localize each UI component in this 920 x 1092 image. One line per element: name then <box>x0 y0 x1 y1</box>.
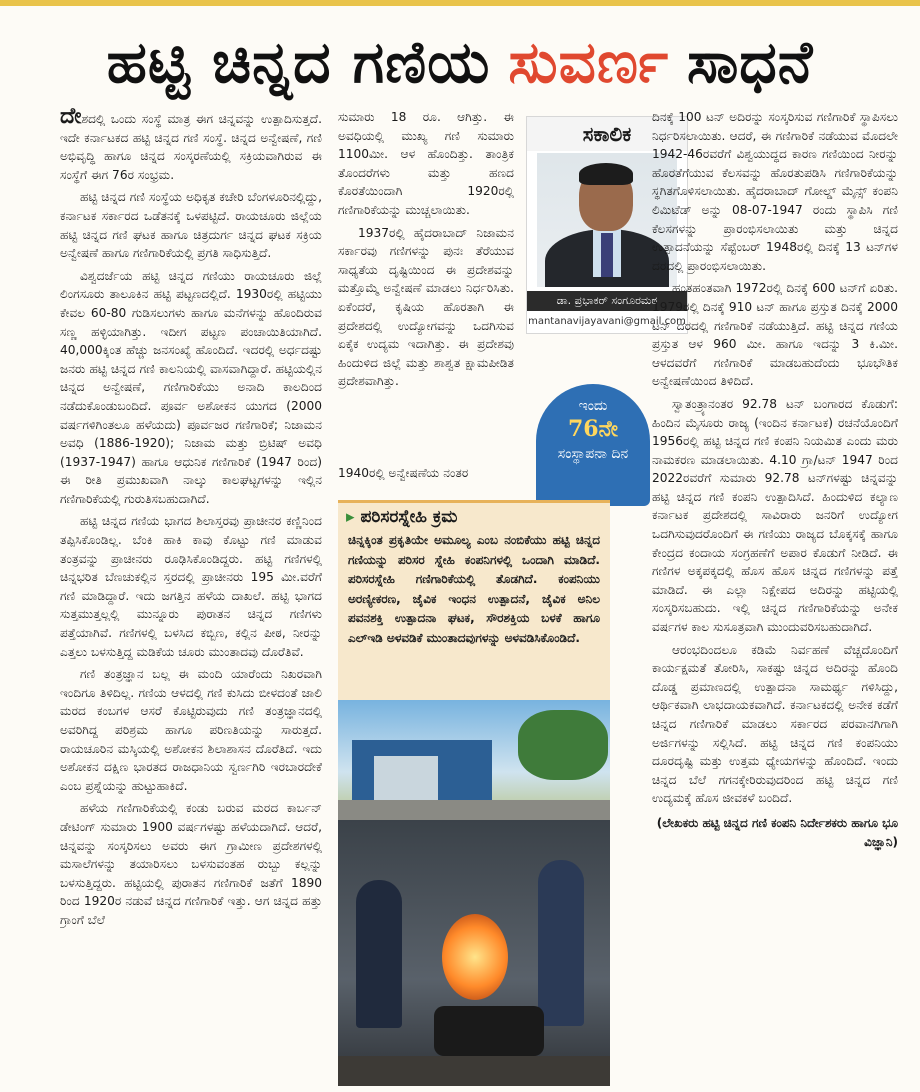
arrow-icon: ▸ <box>346 507 355 527</box>
badge-line-3: ಸಂಸ್ಥಾಪನಾ ದಿನ <box>557 446 629 462</box>
badge-line-1: ಇಂದು <box>578 398 608 414</box>
drop-cap: ದೇ <box>60 108 82 129</box>
paragraph: ಆರಂಭದಿಂದಲೂ ಕಡಿಮೆ ನಿರ್ವಹಣೆ ವೆಚ್ಚದೊಂದಿಗೆ ಕಾರ್ಯಕ್ಷಮತೆ ತೋರಿಸಿ, ಸಾಕಷ್ಟು ಚಿನ್ನದ ಅದಿರನ್ನು ಹೊಂದಿ ದೊಡ್ಡ ಪ್ರಮಾಣದಲ್ಲಿ ಉತ್ಪಾದನಾ ಸಾಮರ್ಥ್ಯ ಗಳಿಸಿದ್ದು, ಆರ್ಥಿಕವಾಗಿ ಲಾಭದಾಯಕವಾಗಿದೆ. ಕರ್ನಾಟಕದಲ್ಲಿ ಅನೇಕ ಕಡೆಗೆ ಚಿನ್ನದ ಗಣಿಗಾರಿಕೆ ಮಾಡಲು ಸರ್ಕಾರದ ಪರವಾನಗಿಗಾಗಿ ಅರ್ಜಿಗಳನ್ನು ಸಲ್ಲಿಸಿದೆ. ಹಟ್ಟಿ ಚಿನ್ನದ ಗಣಿ ಕಂಪನಿಯು ದೂರದೃಷ್ಟಿ ಮತ್ತು ಉತ್ತಮ ಧ್ಯೇಯಗಳನ್ನು ಹೊಂದಿದೆ. ಇಂದು ಚಿನ್ನದ ಬೆಲೆ ಗಗನಕ್ಕೇರಿರುವುದರಿಂದ ಹಟ್ಟಿ ಚಿನ್ನದ ಗಣಿ ಉದ್ಯಮಕ್ಕೆ ಹೊಸ ಜೀವಕಳೆ ಬಂದಿದೆ. <box>652 642 898 806</box>
gold-pouring-photo <box>338 820 610 1086</box>
eco-box-body: ಚಿನ್ನಕ್ಕಿಂತ ಪ್ರಕೃತಿಯೇ ಅಮೂಲ್ಯ ಎಂಬ ನಂಬಿಕೆಯು ಹಟ್ಟಿ ಚಿನ್ನದ ಗಣಿಯನ್ನು ಪರಿಸರ ಸ್ನೇಹಿ ಕಂಪನಿಗಳಲ್ಲಿ ಒಂದಾಗಿ ಮಾಡಿದೆ. ಪರಿಸರಸ್ನೇಹಿ ಗಣಿಗಾರಿಕೆಯಲ್ಲಿ ತೊಡಗಿದೆ. ಕಂಪನಿಯು ಅರಣ್ಯೀಕರಣ, ಜೈವಿಕ ಇಂಧನ ಉತ್ಪಾದನೆ, ಜೈವಿಕ ಅನಿಲ ಪವನಶಕ್ತಿ ಉತ್ಪಾದನಾ ಘಟಕ, ಸೌರಶಕ್ತಿಯ ಬಳಕೆ ಹಾಗೂ ಎಲ್‌ಇಡಿ ಅಳವಡಿಕೆ ಮುಂತಾದವುಗಳನ್ನು ಅಳವಡಿಸಿಕೊಂಡಿದೆ. <box>348 533 600 645</box>
paragraph: ದಿನಕ್ಕೆ 100 ಟನ್ ಅದಿರನ್ನು ಸಂಸ್ಕರಿಸುವ ಗಣಿಗಾರಿಕೆ ಸ್ಥಾಪಿಸಲು ನಿರ್ಧರಿಸಲಾಯಿತು. ಆದರೆ, ಈ ಗಣಿಗಾರಿಕೆ ನಡೆಯುವ ಮೊದಲೇ 1942-46ರವರೆಗೆ ವಿಶ್ವಯುದ್ಧದ ಕಾರಣ ಗಣಿಯಿಂದ ನೀರನ್ನು ಹೊರತೆಗೆಯುವ ಕೆಲಸವನ್ನು ಹೊರತುಪಡಿಸಿ ಗಣಿಗಾರಿಕೆಯನ್ನು ಸ್ಥಗಿತಗೊಳಿಸಲಾಯಿತು. ಹೈದರಾಬಾದ್ ಗೋಲ್ಡ್ ಮೈನ್ಸ್ ಕಂಪನಿ ಲಿಮಿಟೆಡ್ ಅನ್ನು 08-07-1947 ರಂದು ಸ್ಥಾಪಿಸಿ ಗಣಿ ಕೆಲಸಗಳನ್ನು ಪ್ರಾರಂಭಿಸಲಾಯಿತು ಮತ್ತು ಚಿನ್ನದ ಉತ್ಪಾದನೆಯನ್ನು ಸೆಪ್ಟೆಂಬರ್ 1948ರಲ್ಲಿ ದಿನಕ್ಕೆ 13 ಟನ್‌ಗಳ ದರದಲ್ಲಿ ಪ್ರಾರಂಭಿಸಲಾಯಿತು. <box>652 110 898 273</box>
eco-box-title <box>338 503 610 531</box>
paragraph-text: ಶದಲ್ಲಿ ಒಂದು ಸಂಸ್ಥೆ ಮಾತ್ರ ಈಗ ಚಿನ್ನವನ್ನು ಉತ್ಪಾದಿಸುತ್ತದೆ. ಇದೇ ಕರ್ನಾಟಕದ ಹಟ್ಟಿ ಚಿನ್ನದ ಗಣಿ ಸಂಸ್ಥೆ. ಚಿನ್ನದ ಅನ್ವೇಷಣೆ, ಗಣಿ ಅಭಿವೃದ್ಧಿ ಹಾಗೂ ಚಿನ್ನದ ಸಂಸ್ಕರಣೆಯಲ್ಲಿ ಸಕ್ರಿಯವಾಗಿರುವ ಈ ಸಂಸ್ಥೆಗೆ ಈಗ 76ರ ಸಂಭ್ರಮ. <box>60 112 322 182</box>
top-strip <box>0 0 920 6</box>
paragraph: 1940ರಲ್ಲಿ ಅನ್ವೇಷಣೆಯ ನಂತರ <box>338 466 469 480</box>
paragraph: ಸ್ವಾತಂತ್ರ್ಯಾನಂತರ 92.78 ಟನ್ ಬಂಗಾರದ ಕೊಡುಗೆ: ಹಿಂದಿನ ಮೈಸೂರು ರಾಜ್ಯ (ಇಂದಿನ ಕರ್ನಾಟಕ) ರಚನೆಯೊಂದಿಗೆ 1956ರಲ್ಲಿ ಹಟ್ಟಿ ಚಿನ್ನದ ಗಣಿ ಕಂಪನಿ ನಿಯಮಿತ ಎಂದು ಮರು ನಾಮಕರಣ ಮಾಡಲಾಯಿತು. 4.10 ಗ್ರಾ/ಟನ್ 1947 ರಿಂದ 2022ರವರೆಗೆ ಸುಮಾರು 92.78 ಟನ್‌ಗಳಷ್ಟು ಚಿನ್ನವನ್ನು ಹಟ್ಟಿ ಚಿನ್ನದ ಗಣಿ ಕಂಪನಿ ಉತ್ಪಾದಿಸಿದೆ. ಹಿಂದುಳಿದ ಕಲ್ಯಾಣ ಕರ್ನಾಟಕ ಪ್ರದೇಶದಲ್ಲಿ ಸಾವಿರಾರು ಜನರಿಗೆ ಉದ್ಯೋಗ ಒದಗಿಸುವುದರೊಂದಿಗೆ ಈ ಗಣಿಯು ರಾಜ್ಯದ ಬೊಕ್ಕಸಕ್ಕೆ ಹಾಗೂ ಕೇಂದ್ರದ ಕಂದಾಯ ಸಂಗ್ರಹಣೆಗೆ ಅಪಾರ ಕೊಡುಗೆ ನೀಡಿದೆ. ಈ ಗಣಿಗಳ ಅಕ್ಕಪಕ್ಕದಲ್ಲಿ ಹೊಸ ಹೊಸ ಚಿನ್ನದ ಗಣಿಗಳನ್ನು ಪತ್ತೆ ಮಾಡಿದೆ. ಈ ಎಲ್ಲಾ ನಿಕ್ಷೇಪದ ಅದಿರನ್ನು ಹಟ್ಟಿಯಲ್ಲಿ ಸಂಸ್ಕರಿಸಬಹುದು. ಇಲ್ಲಿ ಚಿನ್ನದ ಗಣಿಗಾರಿಕೆಯನ್ನು ಅನೇಕ ವರ್ಷಗಳ ಕಾಲ ಸುಸೂತ್ರವಾಗಿ ಮುಂದುವರಿಸಬಹುದಾಗಿದೆ. <box>652 396 898 635</box>
headline <box>0 14 920 110</box>
paragraph: 1937ರಲ್ಲಿ ಹೈದರಾಬಾದ್ ನಿಜಾಮನ ಸರ್ಕಾರವು ಗಣಿಗಳನ್ನು ಪುನಃ ತೆರೆಯುವ ಸಾಧ್ಯತೆಯ ದೃಷ್ಟಿಯಿಂದ ಈ ಪ್ರದೇಶವನ್ನು ಮತ್ತೊಮ್ಮೆ ಅನ್ವೇಷಣೆ ಮಾಡಲು ನಿರ್ಧರಿಸಿತು. ಏಕೆಂದರೆ, ಕೃಷಿಯ ಹೊರತಾಗಿ ಈ ಪ್ರದೇಶದಲ್ಲಿ ಉದ್ಯೋಗವನ್ನು ಒದಗಿಸುವ ಏಕೈಕ ಉದ್ಯಮ ಇದಾಗಿತ್ತು. ಈ ಪ್ರದೇಶವು ಹಿಂದುಳಿದ ಜಿಲ್ಲೆ ಮತ್ತು ಶಾಶ್ವತ ಕ್ಷಾಮಪೀಡಿತ ಪ್ರದೇಶವಾಗಿತ್ತು. <box>338 225 514 389</box>
author-name: ಡಾ. ಪ್ರಭಾಕರ್ ಸಂಗೂರಮಠ <box>527 291 687 311</box>
paragraph: ಹಟ್ಟಿ ಚಿನ್ನದ ಗಣಿಯ ಭಾಗದ ಶಿಲಾಸ್ತರವು ಪ್ರಾಚೀನರ ಕಣ್ಣಿನಿಂದ ತಪ್ಪಿಸಿಕೊಂಡಿಲ್ಲ. ಬೆಂಕಿ ಹಾಕಿ ಕಾವು ಕೊಟ್ಟು ಗಣಿ ಮಾಡುವ ತಂತ್ರವನ್ನು ಪ್ರಾಚೀನರು ರೂಢಿಸಿಕೊಂಡಿದ್ದರು. ಹಟ್ಟಿ ಗಣಿಗಳಲ್ಲಿ ಚಿನ್ನಭರಿತ ಬೆಣಚುಕಲ್ಲಿನ ಸ್ತರದಲ್ಲಿ ಪ್ರಾಚೀನರು 195 ಮೀ.ವರೆಗೆ ಗಣಿ ಮಾಡಿದ್ದಾರೆ. ಇದು ಜಗತ್ತಿನ ಹಳೆಯ ದಾಖಲೆ. ಹಟ್ಟಿ ಭಾಗದ ಸುತ್ತಮುತ್ತಲ್ಲಲ್ಲಿ ಮುನ್ನೂರು ಪುರಾತನ ಚಿನ್ನದ ಗಣಿಗಳು ಪತ್ತೆಯಾಗಿವೆ. ಗಣಿಗಳಲ್ಲಿ ಬಳಸಿದ ಕಬ್ಬಿಣ, ಕಲ್ಲಿನ ಪೀಠ, ನೀರನ್ನು ಎತ್ತಲು ಬಳಸುತ್ತಿದ್ದ ಮಡಿಕೆಯ ಚೂರು ಮುಂತಾದವು ದೊರೆತಿವೆ. <box>60 514 322 659</box>
headline-part1: ಹಟ್ಟಿ ಚಿನ್ನದ ಗಣಿಯ <box>106 27 491 96</box>
mine-gate-photo <box>338 700 610 820</box>
paragraph: ಹಂತಹಂತವಾಗಿ 1972ರಲ್ಲಿ ದಿನಕ್ಕೆ 600 ಟನ್‌ಗೆ ಏರಿತು. 1979ರಲ್ಲಿ ದಿನಕ್ಕೆ 910 ಟನ್ ಹಾಗೂ ಪ್ರಸ್ತುತ ದಿನಕ್ಕೆ 2000 ಟನ್ ದರದಲ್ಲಿ ಗಣಿಗಾರಿಕೆ ನಡೆಯುತ್ತಿದೆ. ಹಟ್ಟಿ ಚಿನ್ನದ ಗಣಿಯ ಪ್ರಸ್ತುತ ಆಳ 960 ಮೀ. ಹಾಗೂ ಇದನ್ನು 3 ಕಿ.ಮೀ. ಆಳದವರೆಗೆ ಗಣಿಗಾರಿಕೆ ಮಾಡಬಹುದೆಂದು ಭೂಭೌತಿಕ ಅನ್ವೇಷಣೆಯಿಂದ ತಿಳಿದಿದೆ. <box>652 281 898 389</box>
badge-line-2: 76ನೇ <box>567 416 619 442</box>
headline-part3: ಸಾಧನೆ <box>687 27 814 96</box>
paragraph: ಸುಮಾರು 18 ರೂ. ಆಗಿತ್ತು. ಈ ಅವಧಿಯಲ್ಲಿ ಮುಖ್ಯ ಗಣಿ ಸುಮಾರು 1100ಮೀ. ಆಳ ಹೊಂದಿತ್ತು. ತಾಂತ್ರಿಕ ತೊಂದರೆಗಳು ಮತ್ತು ಹಣದ ಕೊರತೆಯಿಂದಾಗಿ 1920ರಲ್ಲಿ ಗಣಿಗಾರಿಕೆಯನ್ನು ಮುಚ್ಚಲಾಯಿತು. <box>338 110 514 217</box>
eco-title-text: ಪರಿಸರಸ್ನೇಹಿ ಕ್ರಮ <box>360 507 458 527</box>
article-column-1 <box>60 108 322 1086</box>
section-label: ಸಕಾಲಿಕ <box>527 117 687 151</box>
article-column-3 <box>652 108 898 1086</box>
eco-friendly-box <box>338 500 610 701</box>
author-email: mantanavijayavani@gmail.com <box>528 316 686 327</box>
paragraph: ವಿಶ್ವದರ್ಜೆಯ ಹಟ್ಟಿ ಚಿನ್ನದ ಗಣಿಯು ರಾಯಚೂರು ಜಿಲ್ಲೆ ಲಿಂಗಸೂರು ತಾಲೂಕಿನ ಹಟ್ಟಿ ಪಟ್ಟಣದಲ್ಲಿದೆ. 1930ರಲ್ಲಿ ಹಟ್ಟಿಯು ಕೇವಲ 60-80 ಗುಡಿಸಲುಗಳು ಹಾಗೂ ಮನೆಗಳನ್ನು ಹೊಂದಿರುವ ಸಣ್ಣ ಹಳ್ಳಿಯಾಗಿತ್ತು. ಇದೀಗ ಪಟ್ಟಣ ಪಂಚಾಯಿತಿಯಾಗಿದೆ. 40,000ಕ್ಕಿಂತ ಹೆಚ್ಚು ಜನಸಂಖ್ಯೆ ಹೊಂದಿದೆ. ಇದರಲ್ಲಿ ಅರ್ಧದಷ್ಟು ಜನರು ಹಟ್ಟಿ ಚಿನ್ನದ ಗಣಿ ಕಾಲನಿಯಲ್ಲಿ ವಾಸವಾಗಿದ್ದಾರೆ. ಹಟ್ಟಿಯಲ್ಲಿನ ಚಿನ್ನದ ಅನ್ವೇಷಣೆ, ಗಣಿಗಾರಿಕೆಯು ಅನಾದಿ ಕಾಲದಿಂದ ನಡೆದುಕೊಂಡುಬಂದಿದೆ. ಪೂರ್ವ ಅಶೋಕನ ಯುಗದ (2000 ವರ್ಷಗಳಿಗಿಂತಲೂ ಹಳೆಯದು) ಪೂರ್ವಜರ ಗಣಿಗಾರಿಕೆ; ನಿಜಾಮನ ಅವಧಿ (1886-1920); ನಿಜಾಮ ಮತ್ತು ಬ್ರಿಟಿಷ್ ಅವಧಿ (1937-1947) ಹಾಗೂ ಆಧುನಿಕ ಗಣಿಗಾರಿಕೆ (1947 ರಿಂದ) ಈ ರೀತಿ ಪ್ರಮುಖವಾಗಿ ನಾಲ್ಕು ಕಾಲಘಟ್ಟಗಳನ್ನು ಇಲ್ಲಿನ ಗಣಿಗಾರಿಕೆಯಲ್ಲಿ ಗುರುತಿಸಬಹುದಾಗಿದೆ. <box>60 268 322 506</box>
article-column-2-tail <box>338 464 522 494</box>
paragraph: ಹಟ್ಟಿ ಚಿನ್ನದ ಗಣಿ ಸಂಸ್ಥೆಯ ಅಧಿಕೃತ ಕಚೇರಿ ಬೆಂಗಳೂರಿನಲ್ಲಿದ್ದು, ಕರ್ನಾಟಕ ಸರ್ಕಾರದ ಒಡೆತನಕ್ಕೆ ಒಳಪಟ್ಟಿದೆ. ರಾಯಚೂರು ಜಿಲ್ಲೆಯ ಹಟ್ಟಿ ಚಿನ್ನದ ಗಣಿ ಘಟಕ ಹಾಗೂ ಚಿತ್ರದುರ್ಗ ಚಿನ್ನದ ಘಟಕ ಸಕ್ರಿಯ ಅನ್ವೇಷಣೆ ಹಾಗೂ ಗಣಿಗಾರಿಕೆಯಲ್ಲಿ ಪ್ರಗತಿ ಸಾಧಿಸುತ್ತಿದೆ. <box>60 190 322 261</box>
headline-part2: ಸುವರ್ಣ <box>508 27 670 96</box>
article-column-2 <box>338 108 514 480</box>
paragraph <box>60 108 322 184</box>
author-note: (ಲೇಖಕರು ಹಟ್ಟಿ ಚಿನ್ನದ ಗಣಿ ಕಂಪನಿ ನಿರ್ದೇಶಕರು ಹಾಗೂ ಭೂ ವಿಜ್ಞಾನಿ) <box>656 815 898 849</box>
paragraph: ಗಣಿ ತಂತ್ರಜ್ಞಾನ ಬಲ್ಲ ಈ ಮಂದಿ ಯಾರೆಂದು ನಿಖರವಾಗಿ ಇಂದಿಗೂ ತಿಳಿದಿಲ್ಲ. ಗಣಿಯ ಆಳದಲ್ಲಿ ಗಣಿ ಕುಸಿದು ಬೀಳದಂತೆ ಜಾಲಿ ಮರದ ಕಂಬಗಳ ಆಸರೆ ಕೊಟ್ಟಿರುವುದು ಗಣಿ ತಂತ್ರಜ್ಞಾನದಲ್ಲಿ ಅವರಿಗಿದ್ದ ಪರಿಶ್ರಮ ಹಾಗೂ ಪರಿಣತಿಯನ್ನು ಸಾರುತ್ತದೆ. ರಾಯಚೂರಿನ ಮಸ್ಕಿಯಲ್ಲಿ ಅಶೋಕನ ಶಿಲಾಶಾಸನ ದೊರೆತಿದೆ. ಇದು ಅಶೋಕನ ದಕ್ಷಿಣ ಭಾರತದ ರಾಜಧಾನಿಯ ಸ್ವರ್ಣಗಿರಿ ಇರಬಾರದೇಕೆ ಎಂಬ ಪ್ರಶ್ನೆಯನ್ನು ಹುಟ್ಟುಹಾಕಿದೆ. <box>60 667 322 793</box>
paragraph: ಹಳೆಯ ಗಣಿಗಾರಿಕೆಯಲ್ಲಿ ಕಂಡು ಬರುವ ಮರದ ಕಾರ್ಬನ್ ಡೇಟಿಂಗ್ ಸುಮಾರು 1900 ವರ್ಷಗಳಷ್ಟು ಹಳೆಯದಾಗಿದೆ. ಆದರೆ, ಚಿನ್ನವನ್ನು ಸಂಸ್ಕರಿಸಲು ಅವರು ಈಗ ಗ್ರಾಮೀಣ ಪ್ರದೇಶಗಳಲ್ಲಿ ಮಸಾಲೆಗಳನ್ನು ತಯಾರಿಸಲು ಬಳಸುವಂತಹ ರುಬ್ಬು ಕಲ್ಲನ್ನು ಬಳಸುತ್ತಿದ್ದರು. ಹಟ್ಟಿಯಲ್ಲಿ ಪುರಾತನ ಗಣಿಗಾರಿಕೆ ಜತೆಗೆ 1890 ರಿಂದ 1920ರ ನಡುವೆ ಚಿನ್ನದ ಗಣಿಗಾರಿಕೆ ಇತ್ತು. ಆಗ ಚಿನ್ನದ ಹತ್ತು ಗ್ರಾಂಗೆ ಬೆಲೆ <box>60 801 322 927</box>
anniversary-badge <box>536 384 650 506</box>
